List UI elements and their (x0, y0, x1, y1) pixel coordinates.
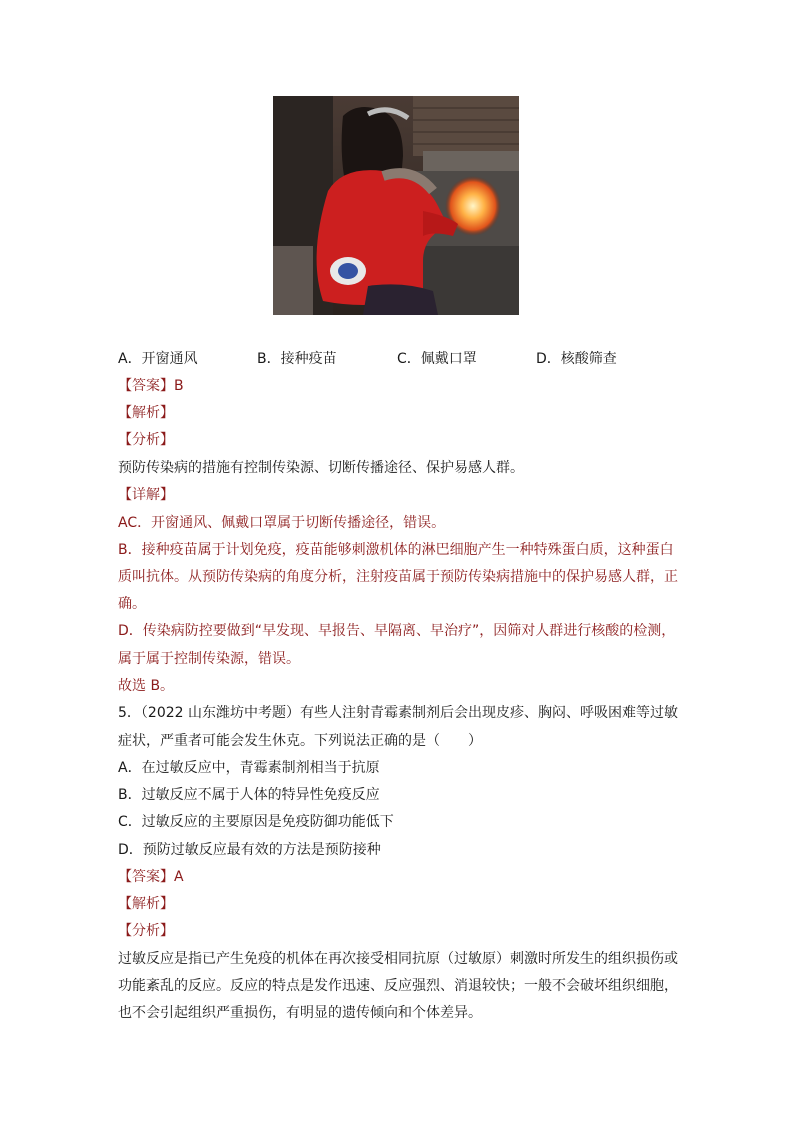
q5-option-c: C．过敏反应的主要原因是免疫防御功能低下 (118, 814, 394, 830)
q5-fenxi-line-2: 功能紊乱的反应。反应的特点是发作迅速、反应强烈、消退较快；一般不会破坏组织细胞， (118, 978, 678, 994)
option-c: C．佩戴口罩 (397, 351, 477, 367)
q5-fenxi-line-1: 过敏反应是指已产生免疫的机体在再次接受相同抗原（过敏原）刺激时所发生的组织损伤或 (118, 951, 678, 967)
answer-value: B (174, 378, 184, 394)
detail-b-line-3: 确。 (118, 596, 146, 612)
fenxi-tag: 【分析】 (118, 432, 174, 448)
q5-answer-value: A (174, 869, 184, 885)
q5-answer-line (118, 867, 184, 887)
analysis-tag: 【解析】 (118, 405, 174, 421)
q5-answer-tag: 【答案】 (118, 869, 174, 885)
q5-analysis-tag: 【解析】 (118, 896, 174, 912)
q5-stem-line-2: 症状，严重者可能会发生休克。下列说法正确的是（ ） (118, 733, 482, 749)
detail-d-line-2: 属于属于控制传染源，错误。 (118, 651, 300, 667)
detail-tag: 【详解】 (118, 487, 174, 503)
answer-line (118, 376, 184, 396)
q5-fenxi-tag: 【分析】 (118, 923, 174, 939)
q5-option-d: D．预防过敏反应最有效的方法是预防接种 (118, 842, 381, 858)
detail-ac: AC．开窗通风、佩戴口罩属于切断传播途径，错误。 (118, 515, 446, 531)
option-d: D．核酸筛查 (536, 351, 617, 367)
q5-fenxi-line-3: 也不会引起组织严重损伤，有明显的遗传倾向和个体差异。 (118, 1005, 482, 1021)
option-a: A．开窗通风 (118, 351, 198, 367)
detail-b-line-1: B．接种疫苗属于计划免疫，疫苗能够刺激机体的淋巴细胞产生一种特殊蛋白质，这种蛋白 (118, 542, 674, 558)
q5-option-a: A．在过敏反应中，青霉素制剂相当于抗原 (118, 760, 380, 776)
answer-tag: 【答案】 (118, 378, 174, 394)
fenxi-text: 预防传染病的措施有控制传染源、切断传播途径、保护易感人群。 (118, 460, 524, 476)
q5-stem-line-1: 5．（2022 山东潍坊中考题）有些人注射青霉素制剂后会出现皮疹、胸闷、呼吸困难等过敏 (118, 705, 678, 721)
photo-girl-by-fire (273, 96, 519, 315)
conclusion: 故选 B。 (118, 678, 175, 694)
option-b: B．接种疫苗 (257, 351, 337, 367)
detail-d-line-1: D．传染病防控要做到“早发现、早报告、早隔离、早治疗”，因筛对人群进行核酸的检测， (118, 623, 676, 639)
q5-option-b: B．过敏反应不属于人体的特异性免疫反应 (118, 787, 380, 803)
detail-b-line-2: 质叫抗体。从预防传染病的角度分析，注射疫苗属于预防传染病措施中的保护易感人群，正 (118, 569, 678, 585)
